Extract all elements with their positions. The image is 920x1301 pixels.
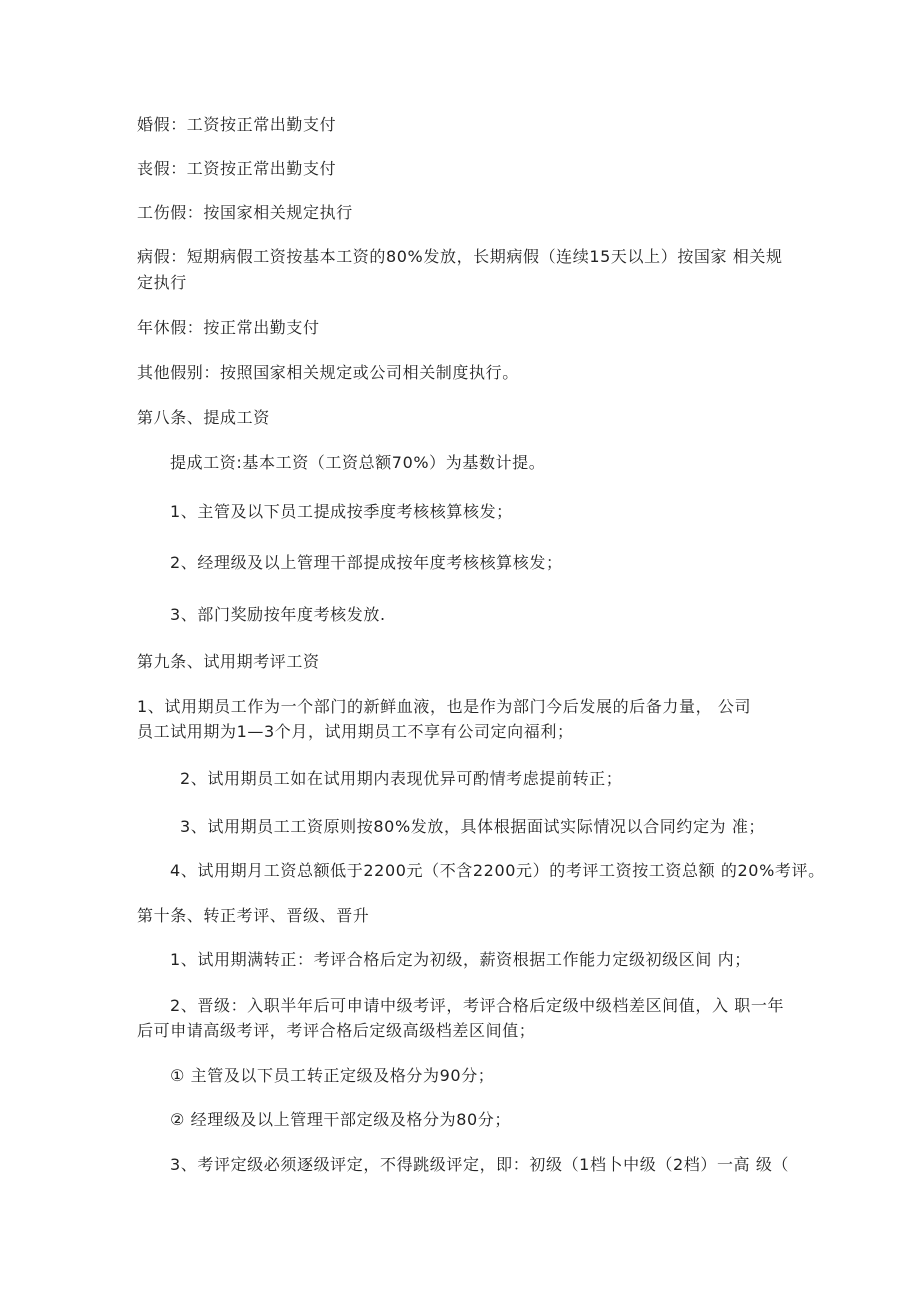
work-injury-leave-line: 工伤假：按国家相关规定执行 <box>137 203 353 222</box>
article-9-heading: 第九条、试用期考评工资 <box>137 652 320 671</box>
promotion-sub-1: ① 主管及以下员工转正定级及格分为90分； <box>170 1066 495 1085</box>
marriage-leave-line: 婚假：工资按正常出勤支付 <box>137 115 337 134</box>
sick-leave-line-2: 定执行 <box>137 273 187 292</box>
promotion-sub-2: ② 经理级及以上管理干部定级及格分为80分； <box>170 1110 511 1129</box>
promotion-item-3: 3、考评定级必须逐级评定，不得跳级评定，即：初级（1档卜中级（2档）一高 级（ <box>170 1155 790 1174</box>
promotion-item-2-line-2: 后可申请高级考评，考评合格后定级高级档差区间值； <box>137 1021 536 1040</box>
commission-item-2: 2、经理级及以上管理干部提成按年度考核核算核发； <box>170 553 563 572</box>
commission-item-1: 1、主管及以下员工提成按季度考核核算核发； <box>170 502 513 521</box>
commission-item-3: 3、部门奖励按年度考核发放. <box>170 605 386 624</box>
bereavement-leave-line: 丧假：工资按正常出勤支付 <box>137 159 337 178</box>
article-10-heading: 第十条、转正考评、晋级、晋升 <box>137 906 370 925</box>
probation-item-4: 4、试用期月工资总额低于2200元（不含2200元）的考评工资按工资总额 的20%考评。 <box>170 861 825 880</box>
probation-item-3: 3、试用期员工工资原则按80%发放，具体根据面试实际情况以合同约定为 准； <box>180 817 766 836</box>
promotion-item-1: 1、试用期满转正：考评合格后定为初级，薪资根据工作能力定级初级区间 内； <box>170 950 751 969</box>
probation-item-1-line-1: 1、试用期员工作为一个部门的新鲜血液，也是作为部门今后发展的后备力量， 公司 <box>137 697 752 716</box>
commission-base-line: 提成工资:基本工资（工资总额70%）为基数计提。 <box>170 453 546 472</box>
promotion-item-2-line-1: 2、晋级：入职半年后可申请中级考评，考评合格后定级中级档差区间值，入 职一年 <box>170 996 785 1015</box>
probation-item-1-line-2: 员工试用期为1—3个月，试用期员工不享有公司定向福利； <box>137 722 574 741</box>
annual-leave-line: 年休假：按正常出勤支付 <box>137 318 320 337</box>
other-leave-line: 其他假别：按照国家相关规定或公司相关制度执行。 <box>137 363 519 382</box>
probation-item-2: 2、试用期员工如在试用期内表现优异可酌情考虑提前转正； <box>180 769 623 788</box>
article-8-heading: 第八条、提成工资 <box>137 408 270 427</box>
sick-leave-line-1: 病假：短期病假工资按基本工资的80%发放，长期病假（连续15天以上）按国家 相关规 <box>137 247 783 266</box>
